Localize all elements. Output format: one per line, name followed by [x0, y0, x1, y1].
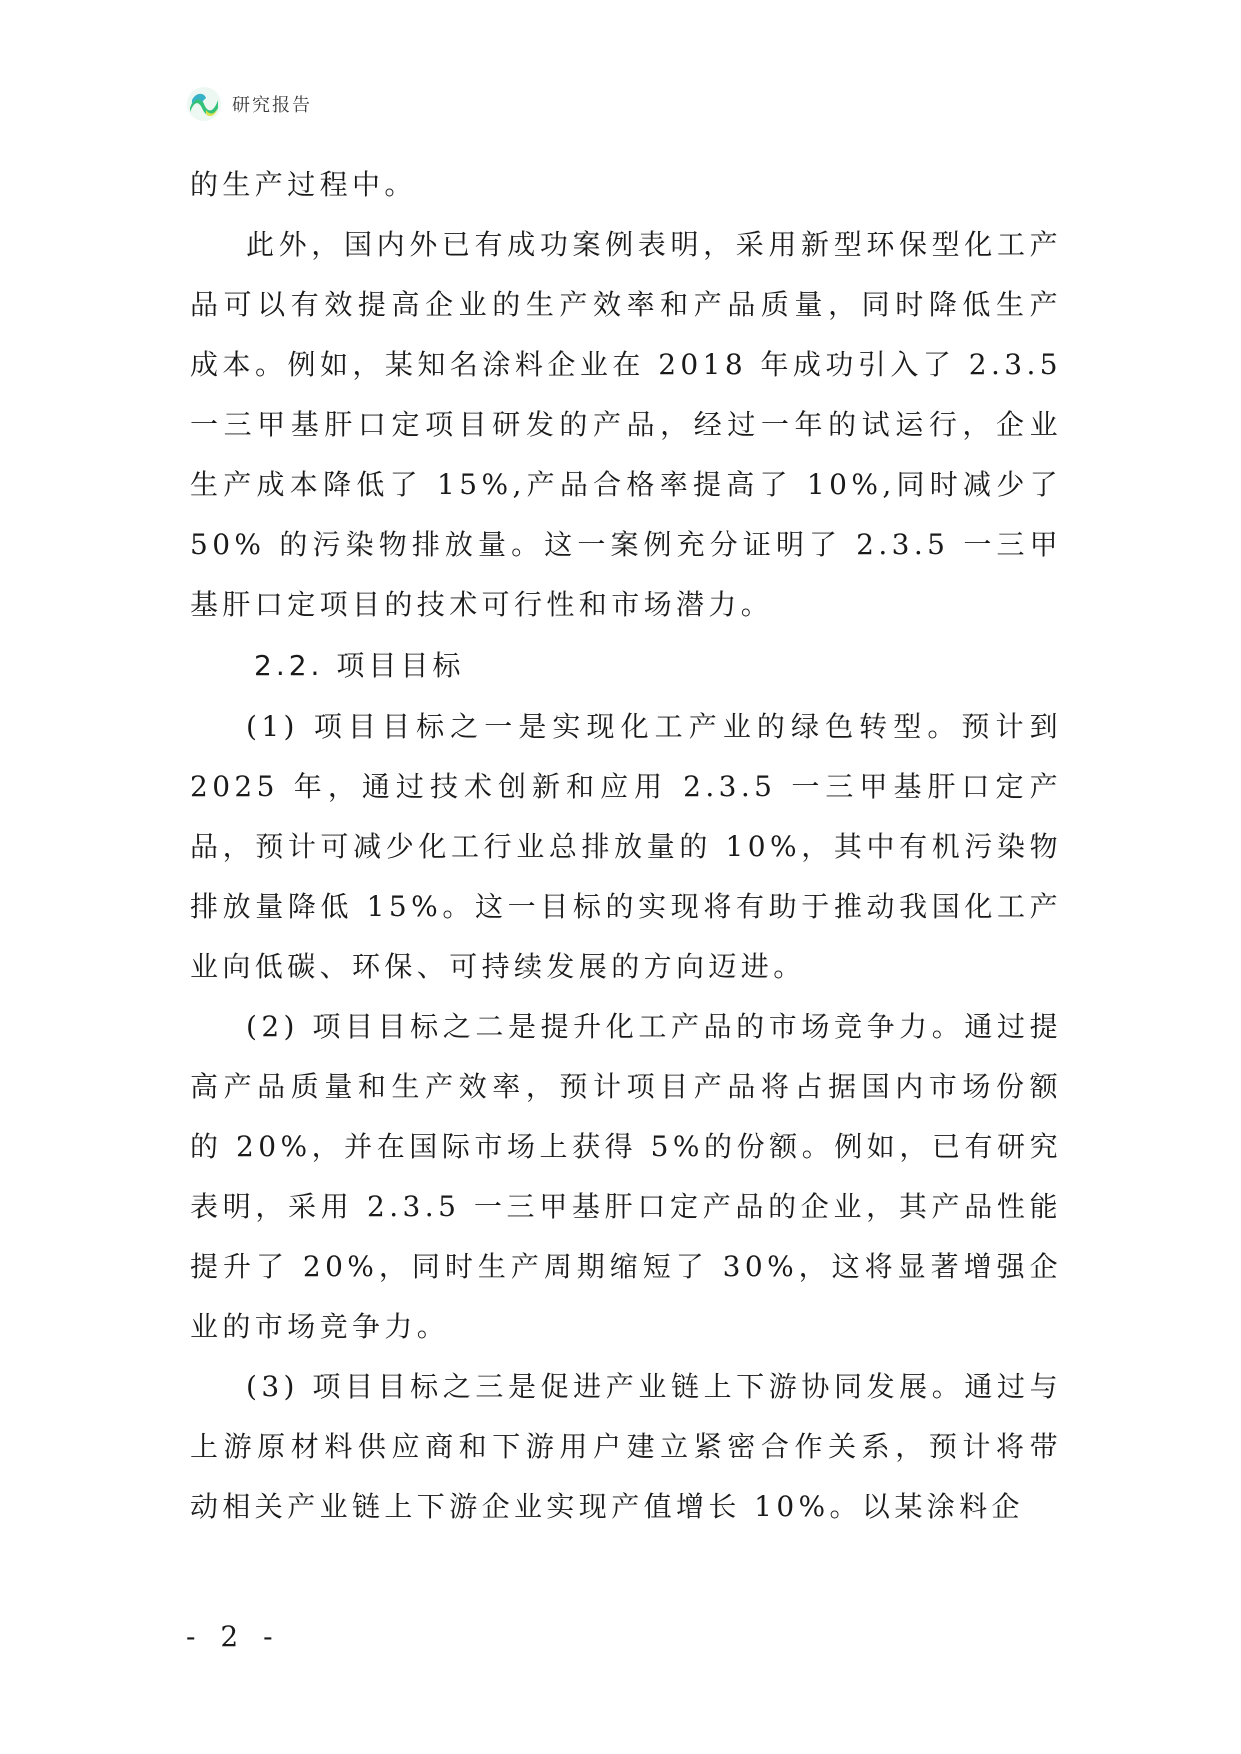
paragraph-goal-2: (2) 项目目标之二是提升化工产品的市场竞争力。通过提高产品质量和生产效率，预计项目产品将占据国内市场份额的 20%，并在国际市场上获得 5%的份额。例如，已有研究表明，采用 2.3.5 一三甲基肝口定产品的企业，其产品性能提升了 20%，同时生产周期缩短了 30%，这将显著增强企业的市场竞争力。 [190, 1010, 1062, 1343]
report-logo-icon [186, 86, 222, 122]
header-title: 研究报告 [232, 95, 312, 116]
paragraph-goal-3: (3) 项目目标之三是促进产业链上下游协同发展。通过与上游原材料供应商和下游用户建立紧密合作关系，预计将带动相关产业链上下游企业实现产值增长 10%。以某涂料企 [190, 1370, 1062, 1523]
page-number: - 2 - [186, 1620, 281, 1653]
paragraph-goal-1: (1) 项目目标之一是实现化工产业的绿色转型。预计到 2025 年，通过技术创新和应用 2.3.5 一三甲基肝口定产品，预计可减少化工行业总排放量的 10%，其中有机污染物排放量降低 15%。这一目标的实现将有助于推动我国化工产业向低碳、环保、可持续发展的方向迈进。 [190, 710, 1062, 983]
document-body [190, 155, 1062, 1537]
section-heading: 2.2. 项目目标 [254, 649, 465, 682]
paragraph-case-study: 此外，国内外已有成功案例表明，采用新型环保型化工产品可以有效提高企业的生产效率和产品质量，同时降低生产成本。例如，某知名涂料企业在 2018 年成功引入了 2.3.5 一三甲基肝口定项目研发的产品，经过一年的试运行，企业生产成本降低了 15%,产品合格率提高了 10%,同时减少了 50% 的污染物排放量。这一案例充分证明了 2.3.5 一三甲基肝口定项目的技术可行性和市场潜力。 [190, 228, 1062, 621]
page-header [186, 86, 312, 122]
paragraph-continuation: 的生产过程中。 [190, 168, 417, 201]
